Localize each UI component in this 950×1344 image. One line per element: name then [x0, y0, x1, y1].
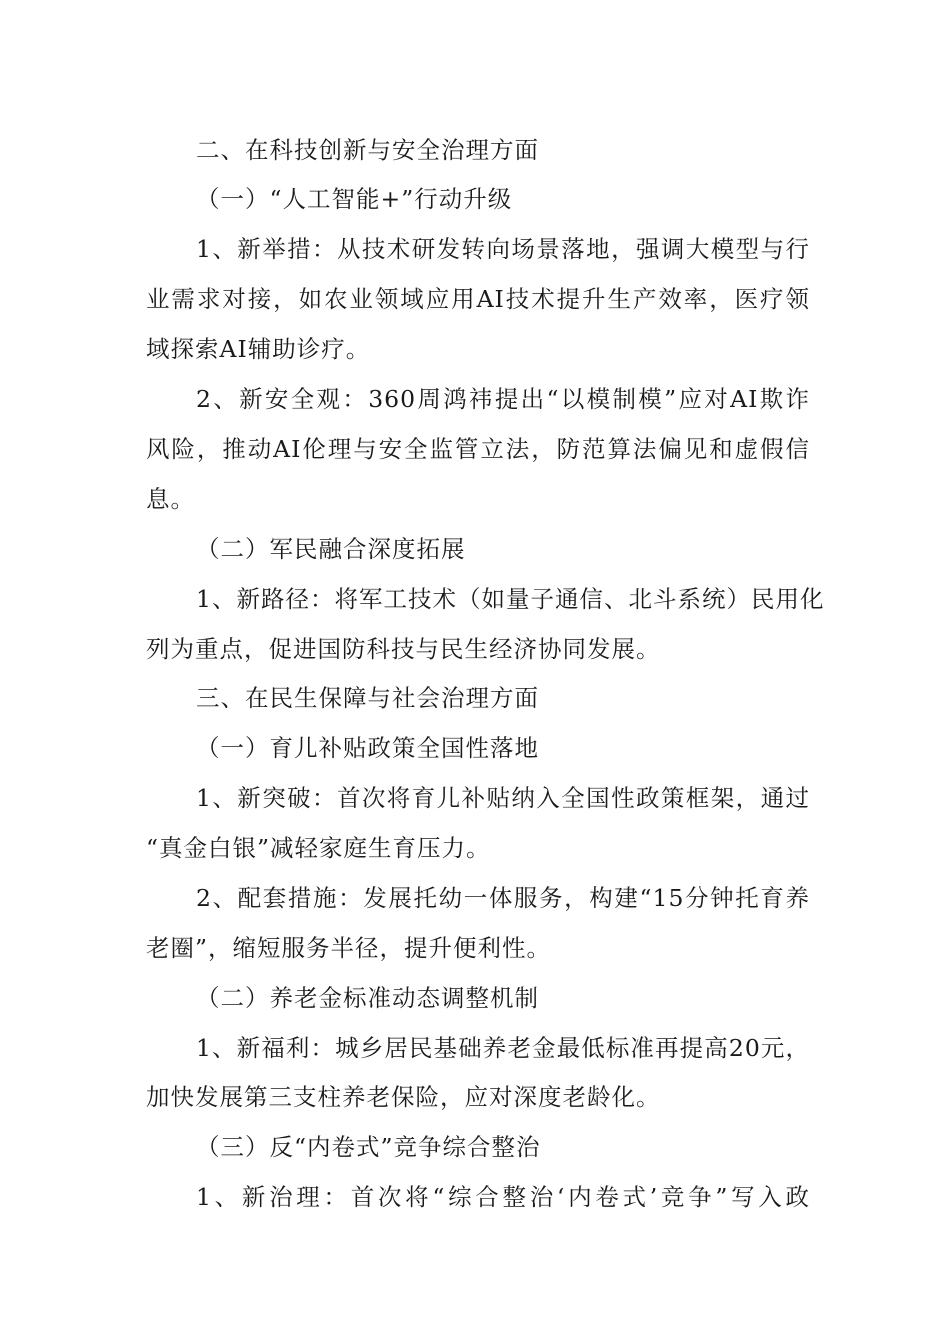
paragraph-line: 2、新安全观：360周鸿祎提出“以模制模”应对AI欺诈	[196, 385, 810, 413]
paragraph-line: 1、新治理：首次将“综合整治‘内卷式’竞争”写入政	[196, 1183, 810, 1211]
section-heading-2: 二、在科技创新与安全治理方面	[196, 136, 539, 164]
paragraph-line: 1、新举措：从技术研发转向场景落地，强调大模型与行	[196, 235, 810, 263]
paragraph-line: 域探索AI辅助诊疗。	[146, 335, 371, 363]
subsection-heading-3-1: （一）育儿补贴政策全国性落地	[196, 734, 539, 762]
subsection-heading-3-2: （二）养老金标准动态调整机制	[196, 984, 539, 1012]
subsection-heading-3-3: （三）反“内卷式”竞争综合整治	[196, 1133, 541, 1161]
paragraph-line: 1、新福利：城乡居民基础养老金最低标准再提高20元，	[196, 1034, 810, 1062]
paragraph-line: 1、新突破：首次将育儿补贴纳入全国性政策框架，通过	[196, 784, 810, 812]
section-heading-3: 三、在民生保障与社会治理方面	[196, 684, 539, 712]
paragraph-line: 息。	[146, 485, 195, 513]
subsection-heading-2-1: （一）“人工智能+”行动升级	[196, 185, 513, 213]
paragraph-line: “真金白银”减轻家庭生育压力。	[146, 834, 491, 862]
paragraph-line: 列为重点，促进国防科技与民生经济协同发展。	[146, 635, 661, 663]
paragraph-line: 加快发展第三支柱养老保险，应对深度老龄化。	[146, 1083, 661, 1111]
paragraph-line: 老圈”，缩短服务半径，提升便利性。	[146, 934, 552, 962]
paragraph-line: 风险，推动AI伦理与安全监管立法，防范算法偏见和虚假信	[146, 435, 810, 463]
paragraph-line: 业需求对接，如农业领域应用AI技术提升生产效率，医疗领	[146, 285, 810, 313]
paragraph-line: 2、配套措施：发展托幼一体服务，构建“15分钟托育养	[196, 884, 810, 912]
paragraph-line: 1、新路径：将军工技术（如量子通信、北斗系统）民用化	[196, 585, 825, 613]
subsection-heading-2-2: （二）军民融合深度拓展	[196, 535, 466, 563]
